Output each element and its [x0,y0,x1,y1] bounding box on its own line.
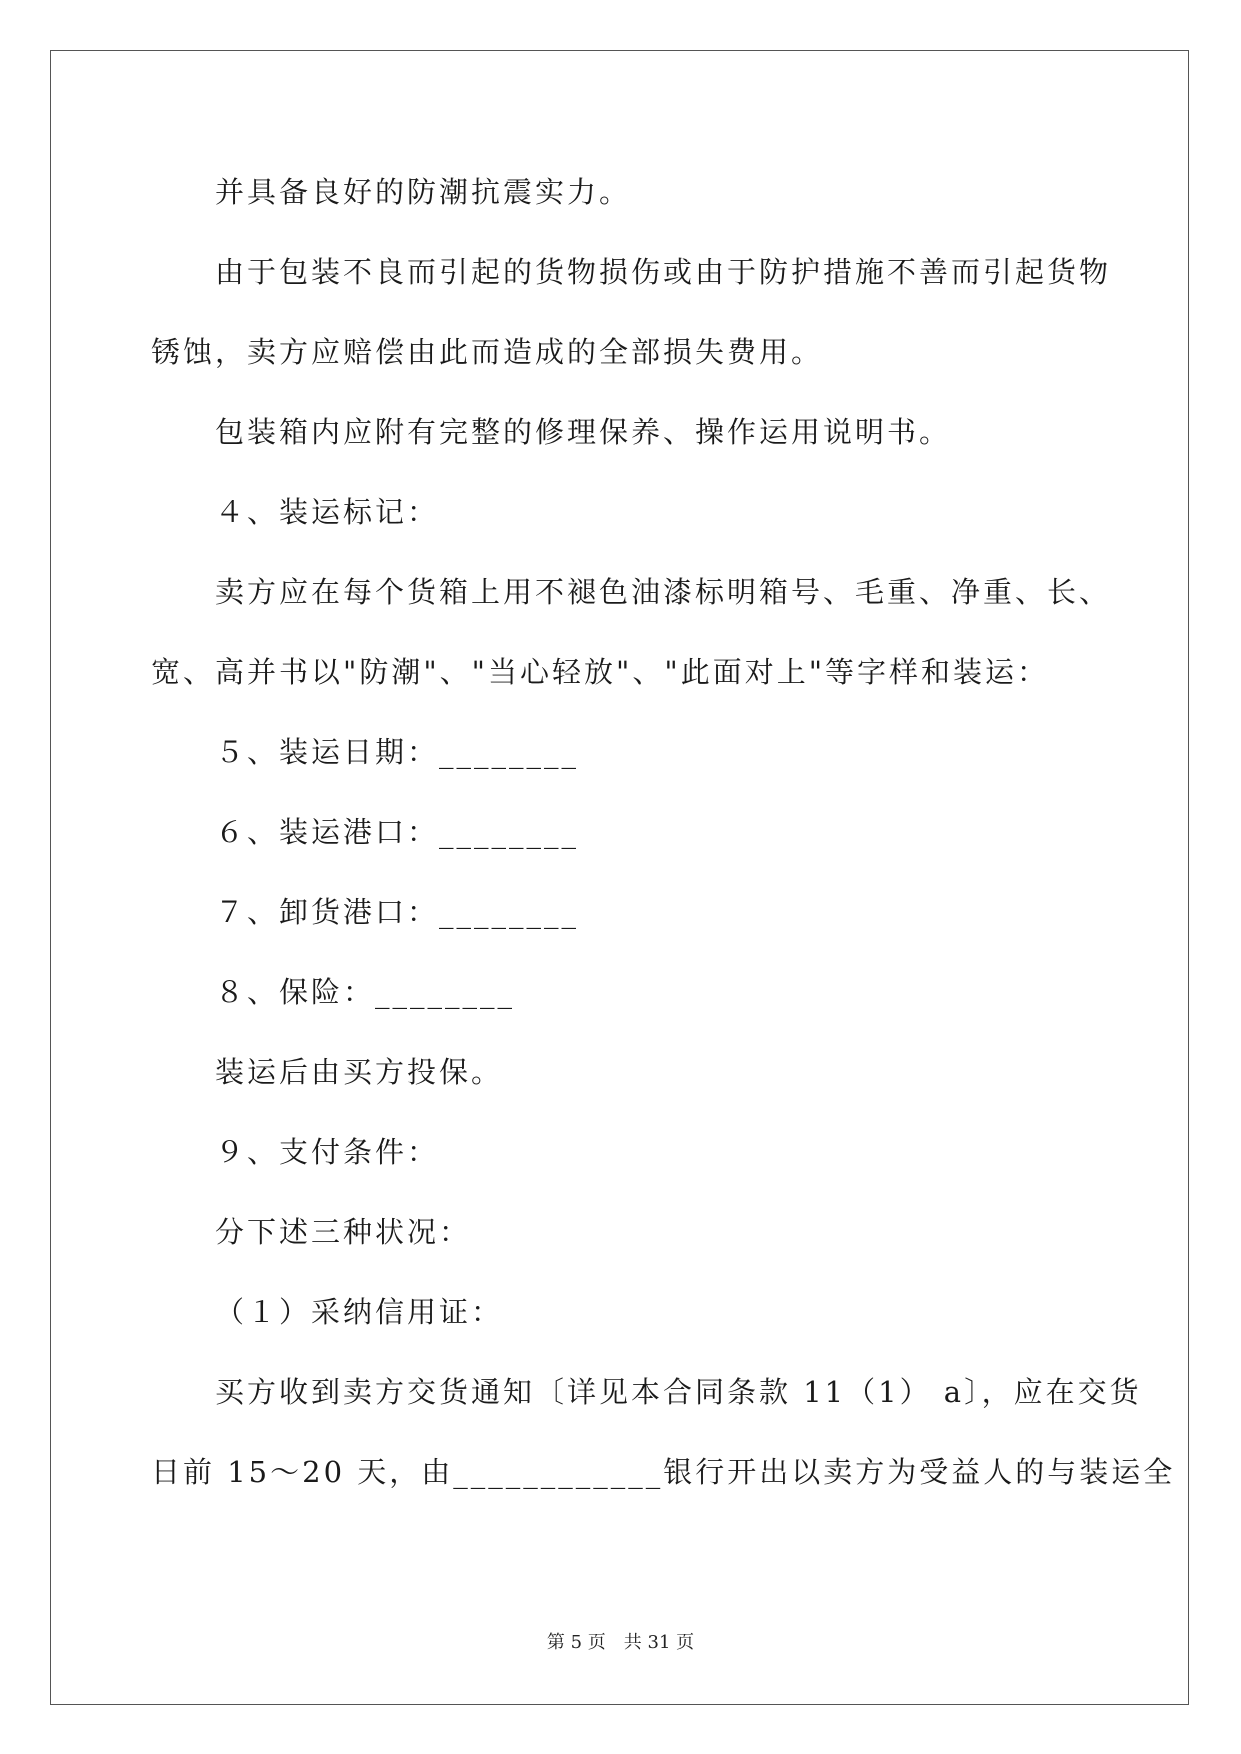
paragraph-line: 包装箱内应附有完整的修理保养、操作运用说明书。 [215,415,952,449]
paragraph-line: 并具备良好的防潮抗震实力。 [215,175,632,209]
section-heading: ６、装运港口：________ [215,815,580,849]
paragraph-line: 装运后由买方投保。 [215,1055,504,1089]
sub-heading: （１）采纳信用证： [215,1295,504,1329]
section-heading: ９、支付条件： [215,1135,440,1169]
paragraph-line: 分下述三种状况： [215,1215,472,1249]
section-heading: ７、卸货港口：________ [215,895,580,929]
paragraph-line: 宽、高并书以"防潮"、"当心轻放"、"此面对上"等字样和装运： [151,655,1050,689]
paragraph-line: 买方收到卖方交货通知〔详见本合同条款 11（1） a〕，应在交货 [215,1375,1142,1409]
paragraph-line: 日前 15～20 天，由____________银行开出以卖方为受益人的与装运全 [151,1455,1176,1489]
section-heading: ４、装运标记： [215,495,440,529]
paragraph-line: 由于包装不良而引起的货物损伤或由于防护措施不善而引起货物 [215,255,1112,289]
page-footer: 第 5 页 共 31 页 [546,1632,695,1653]
section-heading: ８、保险：________ [215,975,516,1009]
paragraph-line: 卖方应在每个货箱上用不褪色油漆标明箱号、毛重、净重、长、 [215,575,1112,609]
paragraph-line: 锈蚀，卖方应赔偿由此而造成的全部损失费用。 [151,335,824,369]
section-heading: ５、装运日期：________ [215,735,580,769]
